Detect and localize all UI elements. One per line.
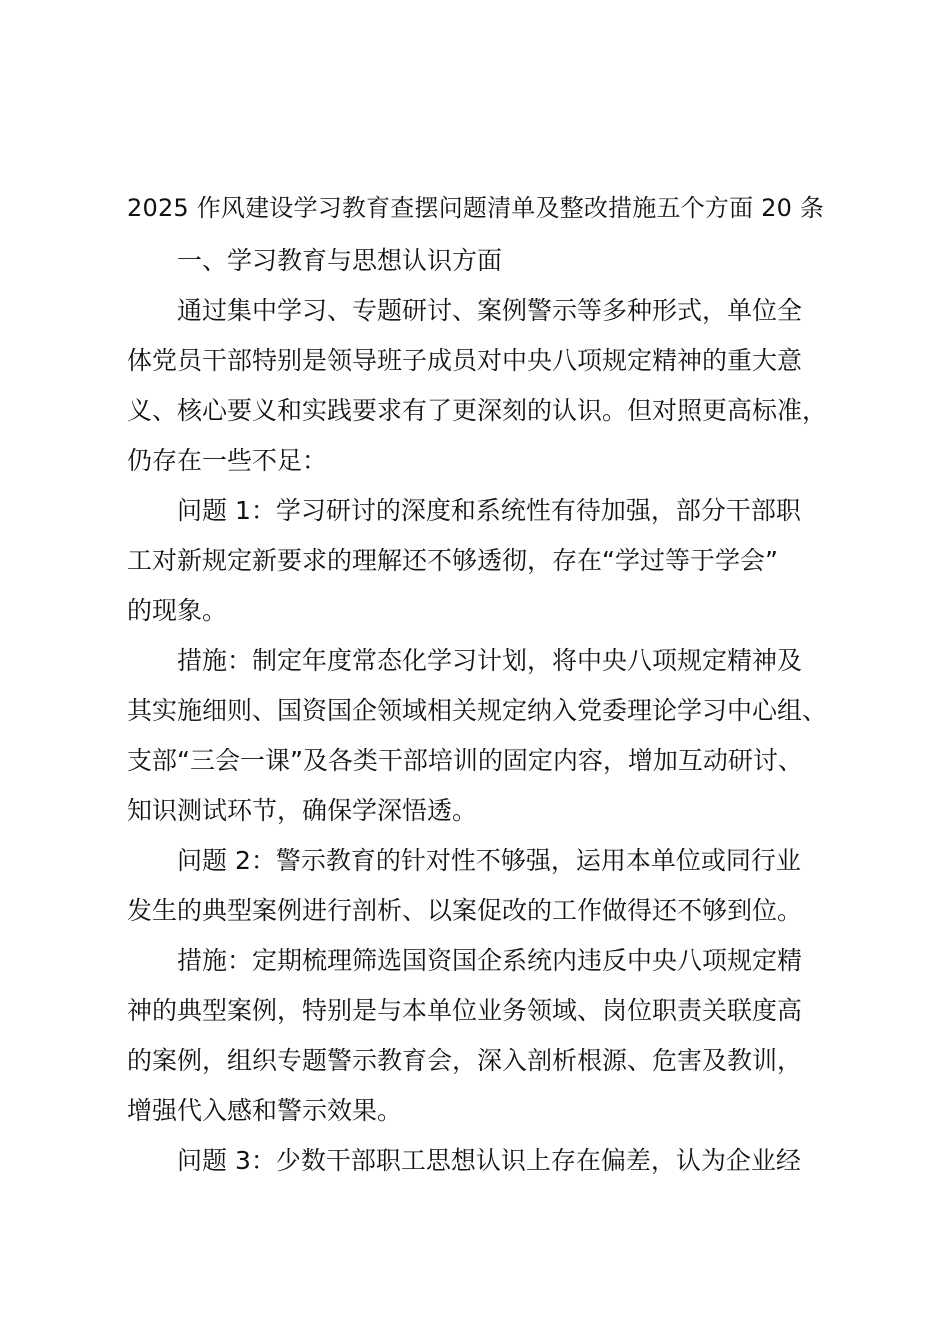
document-body — [127, 236, 857, 1186]
text-line: 支部“三会一课”及各类干部培训的固定内容，增加互动研讨、 — [127, 746, 803, 775]
text-line: 知识测试环节，确保学深悟透。 — [127, 796, 478, 825]
problem-paragraph — [127, 836, 857, 936]
text-line: 神的典型案例，特别是与本单位业务领域、岗位职责关联度高 — [127, 996, 803, 1025]
measure-paragraph — [127, 936, 857, 1136]
text-line: 措施：定期梳理筛选国资国企系统内违反中央八项规定精 — [177, 946, 803, 975]
text-line: 问题 1：学习研讨的深度和系统性有待加强，部分干部职 — [177, 496, 801, 525]
text-line: 其实施细则、国资国企领域相关规定纳入党委理论学习中心组、 — [127, 696, 828, 725]
problem-paragraph — [127, 1136, 857, 1186]
text-line: 工对新规定新要求的理解还不够透彻，存在“学过等于学会” — [127, 546, 778, 575]
text-line: 义、核心要义和实践要求有了更深刻的认识。但对照更高标准， — [127, 396, 828, 425]
problem-paragraph — [127, 486, 857, 636]
text-line: 一、学习教育与思想认识方面 — [177, 246, 503, 275]
text-line: 发生的典型案例进行剖析、以案促改的工作做得还不够到位。 — [127, 896, 803, 925]
text-line: 的现象。 — [127, 596, 228, 625]
document-title: 2025 作风建设学习教育查摆问题清单及整改措施五个方面 20 条 — [127, 194, 825, 222]
section-heading — [127, 236, 857, 286]
text-line: 的案例，组织专题警示教育会，深入剖析根源、危害及教训， — [127, 1046, 803, 1075]
text-line: 措施：制定年度常态化学习计划，将中央八项规定精神及 — [177, 646, 803, 675]
text-line: 增强代入感和警示效果。 — [127, 1096, 403, 1125]
text-line: 体党员干部特别是领导班子成员对中央八项规定精神的重大意 — [127, 346, 803, 375]
text-line: 通过集中学习、专题研讨、案例警示等多种形式，单位全 — [177, 296, 803, 325]
measure-paragraph — [127, 636, 857, 836]
text-line: 仍存在一些不足： — [127, 446, 328, 475]
intro-paragraph — [127, 286, 857, 486]
text-line: 问题 3：少数干部职工思想认识上存在偏差，认为企业经 — [177, 1146, 801, 1175]
text-line: 问题 2：警示教育的针对性不够强，运用本单位或同行业 — [177, 846, 801, 875]
